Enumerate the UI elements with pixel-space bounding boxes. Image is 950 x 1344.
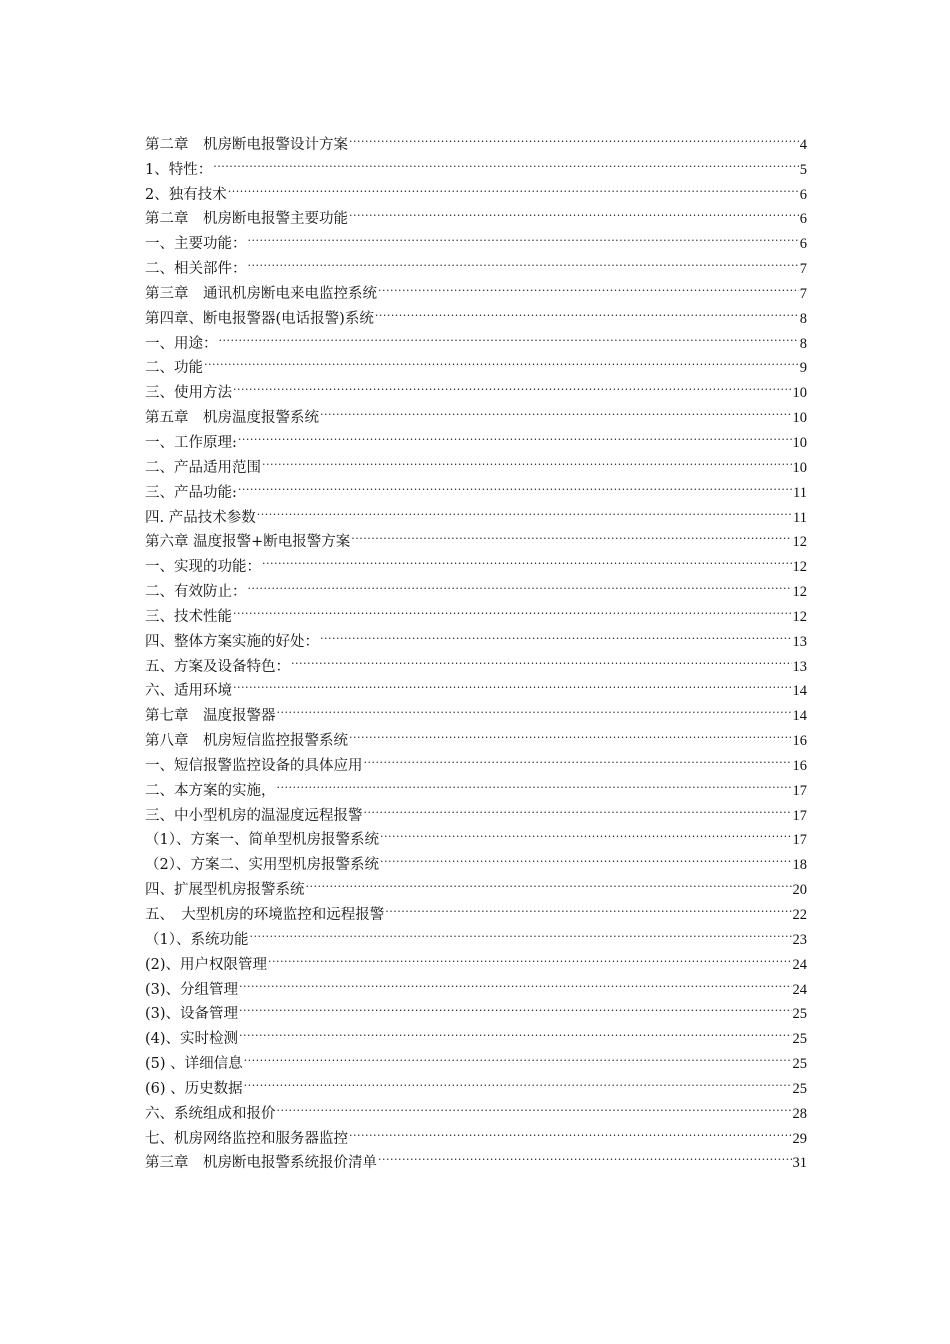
toc-entry[interactable] <box>145 1093 807 1122</box>
toc-entry[interactable] <box>145 372 807 402</box>
toc-dot-leader <box>351 522 791 547</box>
toc-entry-title: 一、用途： <box>145 335 218 352</box>
toc-entry-page-number: 12 <box>792 584 807 601</box>
toc-entry-title: 第七章 温度报警器 <box>145 708 276 725</box>
toc-entry-title: 第二章 机房断电报警主要功能 <box>145 211 348 228</box>
toc-dot-leader <box>248 223 799 248</box>
toc-entry-title: 第五章 机房温度报警系统 <box>145 410 319 427</box>
toc-entry-title: 第四章、断电报警器(电话报警)系统 <box>145 310 374 327</box>
toc-entry-title: 第三章 机房断电报警系统报价清单 <box>145 1155 377 1172</box>
toc-dot-leader <box>277 695 792 720</box>
toc-entry-title: 二、相关部件： <box>145 261 247 278</box>
toc-entry-page-number: 7 <box>799 261 807 278</box>
toc-entry-page-number: 25 <box>792 1031 807 1048</box>
toc-entry[interactable] <box>145 1068 807 1097</box>
toc-entry-page-number: 25 <box>792 1056 807 1073</box>
toc-dot-leader <box>248 571 792 596</box>
toc-entry-page-number: 24 <box>792 956 807 973</box>
toc-entry-page-number: 23 <box>792 931 807 948</box>
toc-entry[interactable] <box>145 969 807 998</box>
toc-entry[interactable] <box>145 174 807 203</box>
toc-entry-title: 五、方案及设备特色： <box>145 658 290 675</box>
toc-entry-page-number: 16 <box>792 757 807 774</box>
toc-entry-page-number: 6 <box>799 236 807 253</box>
toc-entry-page-number: 18 <box>792 857 807 874</box>
toc-entry[interactable] <box>145 1018 807 1048</box>
toc-dot-leader <box>238 422 792 447</box>
toc-entry-title: (4)、实时检测 <box>145 1031 239 1048</box>
toc-entry-title: 第二章 机房断电报警设计方案 <box>145 136 348 153</box>
toc-entry-page-number: 20 <box>792 882 807 899</box>
toc-dot-leader <box>385 894 791 919</box>
toc-entry-title: 七、机房网络监控和服务器监控 <box>145 1130 348 1147</box>
toc-entry-title: （2）、方案二、实用型机房报警系统 <box>145 857 379 874</box>
toc-entry-title: 一、主要功能： <box>145 236 247 253</box>
toc-entry[interactable] <box>145 1043 807 1073</box>
toc-entry-title: （1）、系统功能 <box>145 931 249 948</box>
toc-dot-leader <box>262 546 792 571</box>
toc-entry[interactable] <box>145 149 807 178</box>
toc-dot-leader <box>268 944 791 969</box>
toc-entry-title: 三、产品功能: <box>145 484 237 501</box>
toc-entry-page-number: 31 <box>792 1155 807 1172</box>
toc-entry-title: 二、有效防止： <box>145 584 247 601</box>
toc-entry-title: 三、中小型机房的温湿度远程报警 <box>145 807 363 824</box>
toc-entry-page-number: 12 <box>792 534 807 551</box>
toc-entry-page-number: 12 <box>792 559 807 576</box>
toc-entry-title: 第三章 通讯机房断电来电监控系统 <box>145 285 377 302</box>
toc-entry-page-number: 9 <box>799 360 807 377</box>
toc-dot-leader <box>219 323 799 348</box>
toc-dot-leader <box>364 745 792 770</box>
toc-entry-title: 三、使用方法 <box>145 385 232 402</box>
toc-entry-page-number: 25 <box>792 1006 807 1023</box>
toc-entry[interactable] <box>145 199 807 228</box>
toc-entry[interactable] <box>145 497 807 526</box>
toc-dot-leader <box>380 820 792 845</box>
toc-dot-leader <box>320 621 792 646</box>
toc-entry-page-number: 11 <box>793 509 807 526</box>
toc-entry-page-number: 7 <box>799 285 807 302</box>
toc-dot-leader <box>320 397 792 422</box>
toc-entry-page-number: 28 <box>792 1105 807 1122</box>
toc-dot-leader <box>244 1043 792 1068</box>
toc-entry-title: (3)、分组管理 <box>145 981 239 998</box>
toc-entry-title: 2、独有技术 <box>145 186 227 203</box>
toc-entry-page-number: 17 <box>792 807 807 824</box>
toc-dot-leader <box>291 646 792 671</box>
toc-entry-title: (5) 、详细信息 <box>145 1056 243 1073</box>
toc-entry-page-number: 17 <box>792 832 807 849</box>
toc-entry-title: 六、系统组成和报价 <box>145 1105 276 1122</box>
toc-entry-title: 一、短信报警监控设备的具体应用 <box>145 757 363 774</box>
toc-dot-leader <box>204 348 799 373</box>
toc-dot-leader <box>213 149 799 174</box>
toc-entry-page-number: 5 <box>799 161 807 178</box>
toc-dot-leader <box>233 596 792 621</box>
toc-dot-leader <box>249 919 791 944</box>
toc-entry-title: 五、 大型机房的环境监控和远程报警 <box>145 907 385 923</box>
toc-entry[interactable] <box>145 422 807 451</box>
toc-dot-leader <box>349 124 799 149</box>
toc-entry-page-number: 8 <box>799 335 807 352</box>
toc-entry-title: 第八章 机房短信监控报警系统 <box>145 733 348 750</box>
toc-dot-leader <box>277 770 792 795</box>
toc-dot-leader <box>233 671 792 696</box>
toc-dot-leader <box>277 1093 792 1118</box>
toc-entry-page-number: 10 <box>792 410 807 427</box>
toc-entry-title: 四. 产品技术参数 <box>145 509 256 526</box>
toc-dot-leader <box>380 844 792 869</box>
toc-entry[interactable] <box>145 323 807 352</box>
toc-entry-title: 三、技术性能 <box>145 608 232 625</box>
toc-entry-page-number: 29 <box>792 1130 807 1147</box>
toc-dot-leader <box>262 447 792 472</box>
toc-entry-page-number: 14 <box>792 683 807 700</box>
toc-entry-page-number: 16 <box>792 733 807 750</box>
toc-dot-leader <box>228 174 799 199</box>
toc-dot-leader <box>257 497 792 522</box>
toc-entry-page-number: 6 <box>799 211 807 228</box>
toc-entry-page-number: 10 <box>792 385 807 402</box>
toc-entry-title: 一、实现的功能： <box>145 559 261 576</box>
toc-dot-leader <box>306 869 792 894</box>
toc-entry-title: 二、产品适用范围 <box>145 459 261 476</box>
toc-entry-title: 六、适用环境 <box>145 683 232 700</box>
toc-dot-leader <box>378 273 799 298</box>
toc-entry[interactable] <box>145 695 807 725</box>
toc-entry-page-number: 10 <box>792 434 807 451</box>
toc-dot-leader <box>349 1118 792 1143</box>
toc-entry-title: 第六章 温度报警+断电报警方案 <box>145 534 351 551</box>
toc-dot-leader <box>375 298 799 323</box>
toc-entry-page-number: 11 <box>793 484 807 501</box>
toc-entry[interactable] <box>145 994 807 1023</box>
toc-entry-title: 四、扩展型机房报警系统 <box>145 882 305 899</box>
toc-entry[interactable] <box>145 447 807 476</box>
toc-dot-leader <box>364 795 792 820</box>
toc-entry-page-number: 25 <box>792 1080 807 1097</box>
toc-dot-leader <box>248 248 799 273</box>
toc-entry[interactable] <box>145 596 807 625</box>
toc-entry-title: (6) 、历史数据 <box>145 1080 243 1097</box>
toc-dot-leader <box>238 472 792 497</box>
toc-entry-page-number: 13 <box>792 658 807 675</box>
toc-entry-page-number: 6 <box>799 186 807 203</box>
table-of-contents <box>145 124 807 1172</box>
toc-entry[interactable] <box>145 472 807 501</box>
toc-entry-page-number: 13 <box>792 633 807 650</box>
toc-dot-leader <box>349 199 799 224</box>
toc-entry-title: 一、工作原理: <box>145 434 237 451</box>
toc-entry[interactable] <box>145 124 807 153</box>
toc-entry[interactable] <box>145 621 807 650</box>
toc-entry-page-number: 10 <box>792 459 807 476</box>
toc-entry-title: (3)、设备管理 <box>145 1006 239 1023</box>
toc-entry[interactable] <box>145 397 807 427</box>
toc-dot-leader <box>239 1018 791 1043</box>
toc-entry-page-number: 4 <box>799 136 807 153</box>
toc-entry-page-number: 24 <box>792 981 807 998</box>
toc-entry-title: 1、特性： <box>145 161 213 178</box>
toc-entry-page-number: 17 <box>792 782 807 799</box>
toc-entry-title: 四、整体方案实施的好处： <box>145 633 319 650</box>
toc-entry-page-number: 8 <box>799 310 807 327</box>
toc-entry-title: 二、本方案的实施， <box>145 782 276 799</box>
toc-entry-page-number: 22 <box>792 907 807 923</box>
toc-dot-leader <box>239 969 791 994</box>
toc-entry[interactable] <box>145 671 807 700</box>
toc-entry-page-number: 12 <box>792 608 807 625</box>
toc-dot-leader <box>349 720 792 745</box>
toc-dot-leader <box>239 994 791 1019</box>
toc-dot-leader <box>233 372 792 397</box>
toc-entry-title: (2)、用户权限管理 <box>145 956 268 973</box>
toc-entry-title: 二、功能 <box>145 360 203 377</box>
toc-entry-title: （1）、方案一、简单型机房报警系统 <box>145 832 379 849</box>
toc-dot-leader <box>378 1143 792 1168</box>
toc-entry-page-number: 14 <box>792 708 807 725</box>
toc-dot-leader <box>244 1068 792 1093</box>
toc-entry[interactable] <box>145 348 807 377</box>
